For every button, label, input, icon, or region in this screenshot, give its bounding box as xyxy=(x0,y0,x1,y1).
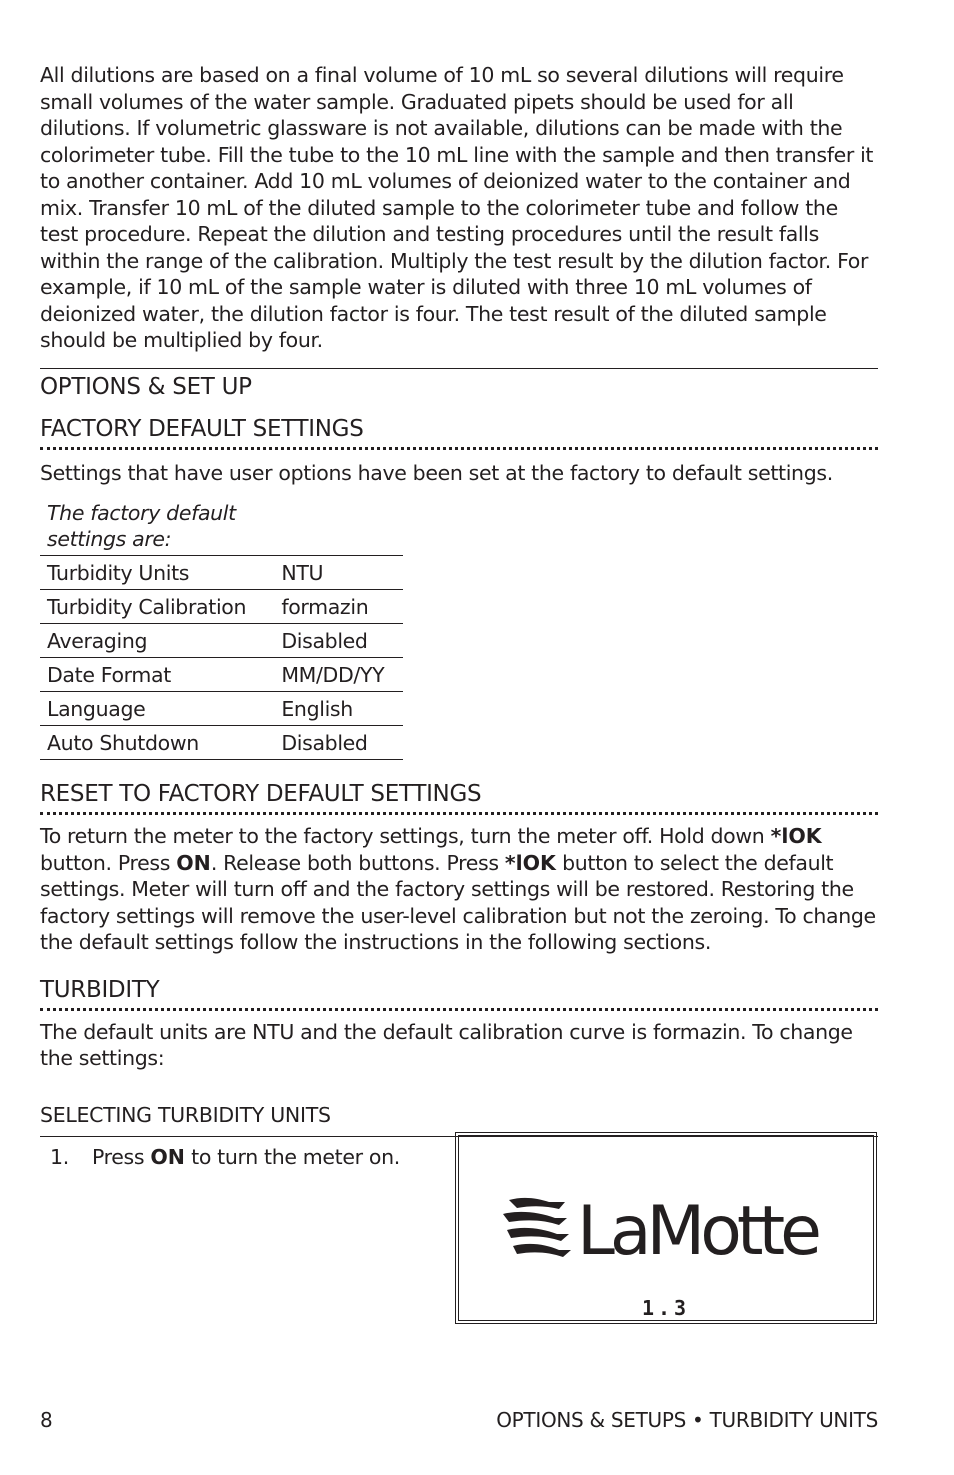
on-key-label: ON xyxy=(176,850,211,875)
reset-defaults-heading: RESET TO FACTORY DEFAULT SETTINGS xyxy=(40,780,878,815)
firmware-version: 1.3 xyxy=(641,1295,691,1320)
svg-text:LaMotte: LaMotte xyxy=(577,1191,817,1260)
setting-value: Disabled xyxy=(274,726,403,760)
setting-name: Turbidity Calibration xyxy=(40,590,274,624)
intro-paragraph: All dilutions are based on a final volume of 10 mL so several dilutions will require small volumes of the water sample. Graduated pipets should be used for all dilutions. If volumetric glassware is not available, dilutions can be made with the colorimeter tube. Fill the tube to the 10 mL line with the sample and then transfer it to another container. Add 10 mL volumes of deionized water to the container and mix. Transfer 10 mL of the diluted sample to the colorimeter tube and follow the test procedure. Repeat the dilution and testing procedures until the result falls within the range of the calibration. Multiply the test result by the dilution factor. For example, if 10 mL of the sample water is diluted with three 10 mL volumes of deionized water, the dilution factor is four. The test result of the diluted sample should be multiplied by four. xyxy=(40,63,874,352)
turbidity-heading: TURBIDITY xyxy=(40,976,878,1011)
page-content xyxy=(40,62,878,1327)
setting-value: English xyxy=(274,692,403,726)
table-row xyxy=(40,556,403,590)
reset-instructions: To return the meter to the factory settings, turn the meter off. Hold down *lOK button. Press ON. Release both buttons. Press *lOK button to select the default settings. Meter will turn off and the factory settings will be restored. Restoring the factory settings will remove the user-level calibration but not the zeroing. To change the default settings follow the instructions in the following sections. xyxy=(40,824,876,954)
meter-display xyxy=(458,1135,874,1321)
table-row xyxy=(40,590,403,624)
factory-defaults-table xyxy=(40,496,403,760)
page-number: 8 xyxy=(40,1408,53,1432)
setting-name: Turbidity Units xyxy=(40,556,274,590)
selecting-units-heading: SELECTING TURBIDITY UNITS xyxy=(40,1102,331,1127)
step-1: 1. Press ON to turn the meter on. xyxy=(50,1144,400,1169)
setting-name: Date Format xyxy=(40,658,274,692)
page-footer xyxy=(40,1408,878,1436)
setting-name: Language xyxy=(40,692,274,726)
factory-defaults-heading: FACTORY DEFAULT SETTINGS xyxy=(40,415,878,450)
table-row xyxy=(40,692,403,726)
on-key-label: ON xyxy=(150,1144,185,1169)
options-heading: OPTIONS & SET UP xyxy=(40,373,252,400)
turbidity-description: The default units are NTU and the default calibration curve is formazin. To change the settings: xyxy=(40,1019,853,1070)
setting-value: MM/DD/YY xyxy=(274,658,403,692)
setting-name: Auto Shutdown xyxy=(40,726,274,760)
table-caption: The factory default settings are: xyxy=(47,501,236,551)
setting-value: Disabled xyxy=(274,624,403,658)
setting-value: formazin xyxy=(274,590,403,624)
step-section xyxy=(40,1136,878,1327)
setting-name: Averaging xyxy=(40,624,274,658)
ok-key-label: *lOK xyxy=(770,824,822,848)
footer-title: OPTIONS & SETUPS • TURBIDITY UNITS xyxy=(496,1408,878,1432)
ok-key-label: *lOK xyxy=(504,850,556,875)
setting-value: NTU xyxy=(274,556,403,590)
table-row xyxy=(40,658,403,692)
factory-defaults-description: Settings that have user options have been set at the factory to default settings. xyxy=(40,460,833,485)
table-row xyxy=(40,726,403,760)
step-number: 1. xyxy=(50,1144,69,1169)
table-row xyxy=(40,624,403,658)
lamotte-logo xyxy=(503,1192,853,1260)
